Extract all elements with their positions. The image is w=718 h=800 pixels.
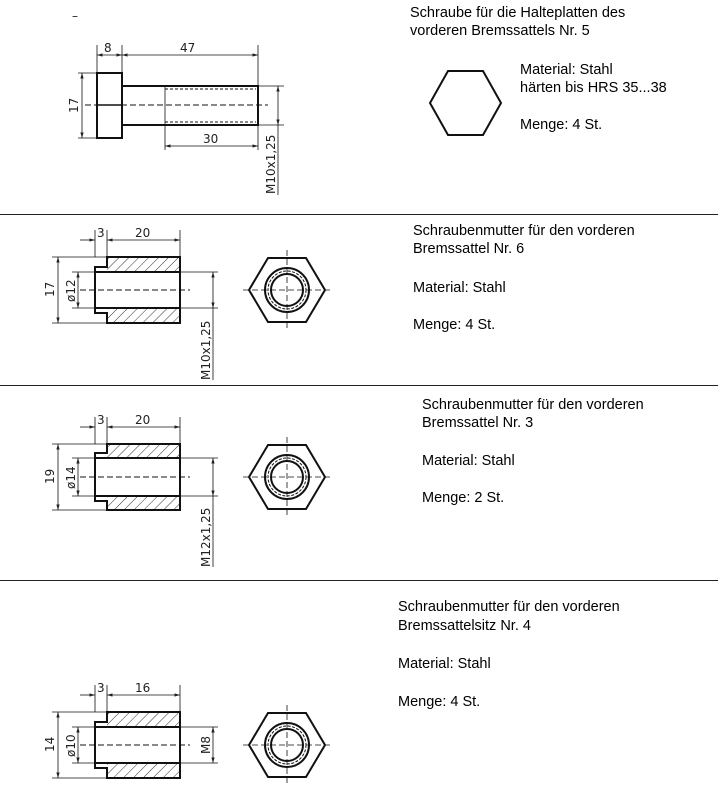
dim-length: 16 bbox=[135, 681, 151, 695]
bolt-side-view bbox=[78, 45, 284, 195]
dim-head-height: 17 bbox=[67, 97, 81, 113]
part-title: Schraubenmutter für den vorderen bbox=[398, 599, 620, 615]
part-title: Schraube für die Halteplatten des bbox=[410, 5, 626, 21]
dim-outer-size: 17 bbox=[43, 281, 57, 297]
dim-thread: M12x1,25 bbox=[199, 507, 213, 567]
dim-collar: 3 bbox=[97, 226, 105, 240]
nut-drawing bbox=[52, 417, 331, 567]
dim-thread-length: 30 bbox=[203, 132, 219, 146]
part-title: Schraubenmutter für den vorderen bbox=[422, 397, 644, 413]
stray-mark: – bbox=[72, 9, 78, 23]
dim-bore: ø14 bbox=[64, 466, 78, 489]
part-quantity: Menge: 2 St. bbox=[422, 490, 505, 506]
dim-collar: 3 bbox=[97, 681, 105, 695]
part-quantity: Menge: 4 St. bbox=[413, 317, 496, 333]
part-title: Bremssattel Nr. 3 bbox=[422, 415, 534, 431]
part-material: Material: Stahl bbox=[413, 280, 506, 296]
part-material: Material: Stahl bbox=[422, 453, 515, 469]
dim-thread: M8 bbox=[199, 736, 213, 754]
dim-outer-size: 19 bbox=[43, 468, 57, 484]
dim-length: 20 bbox=[135, 226, 151, 240]
part-material: Material: Stahl bbox=[520, 62, 613, 78]
dim-collar: 3 bbox=[97, 413, 105, 427]
section-divider bbox=[0, 580, 718, 581]
dim-thread: M10x1,25 bbox=[199, 320, 213, 380]
part-hardening: härten bis HRS 35...38 bbox=[520, 80, 667, 96]
part-material: Material: Stahl bbox=[398, 656, 491, 672]
section-divider bbox=[0, 385, 718, 386]
nut-drawing bbox=[52, 230, 331, 380]
part-title: Bremssattelsitz Nr. 4 bbox=[398, 618, 531, 634]
hexagon-top-view bbox=[430, 71, 501, 135]
part-title: Schraubenmutter für den vorderen bbox=[413, 223, 635, 239]
dim-bore: ø10 bbox=[64, 734, 78, 757]
part-title: vorderen Bremssattels Nr. 5 bbox=[410, 23, 590, 39]
part-title: Bremssattel Nr. 6 bbox=[413, 241, 525, 257]
dim-length: 20 bbox=[135, 413, 151, 427]
nut-drawing bbox=[52, 685, 331, 785]
dim-outer-size: 14 bbox=[43, 736, 57, 752]
dim-thread: M10x1,25 bbox=[264, 134, 278, 194]
part-quantity: Menge: 4 St. bbox=[398, 694, 481, 710]
section-divider bbox=[0, 214, 718, 215]
part-quantity: Menge: 4 St. bbox=[520, 117, 603, 133]
dim-bore: ø12 bbox=[64, 279, 78, 302]
dim-head-length: 8 bbox=[104, 41, 112, 55]
dim-total-length: 47 bbox=[180, 41, 196, 55]
